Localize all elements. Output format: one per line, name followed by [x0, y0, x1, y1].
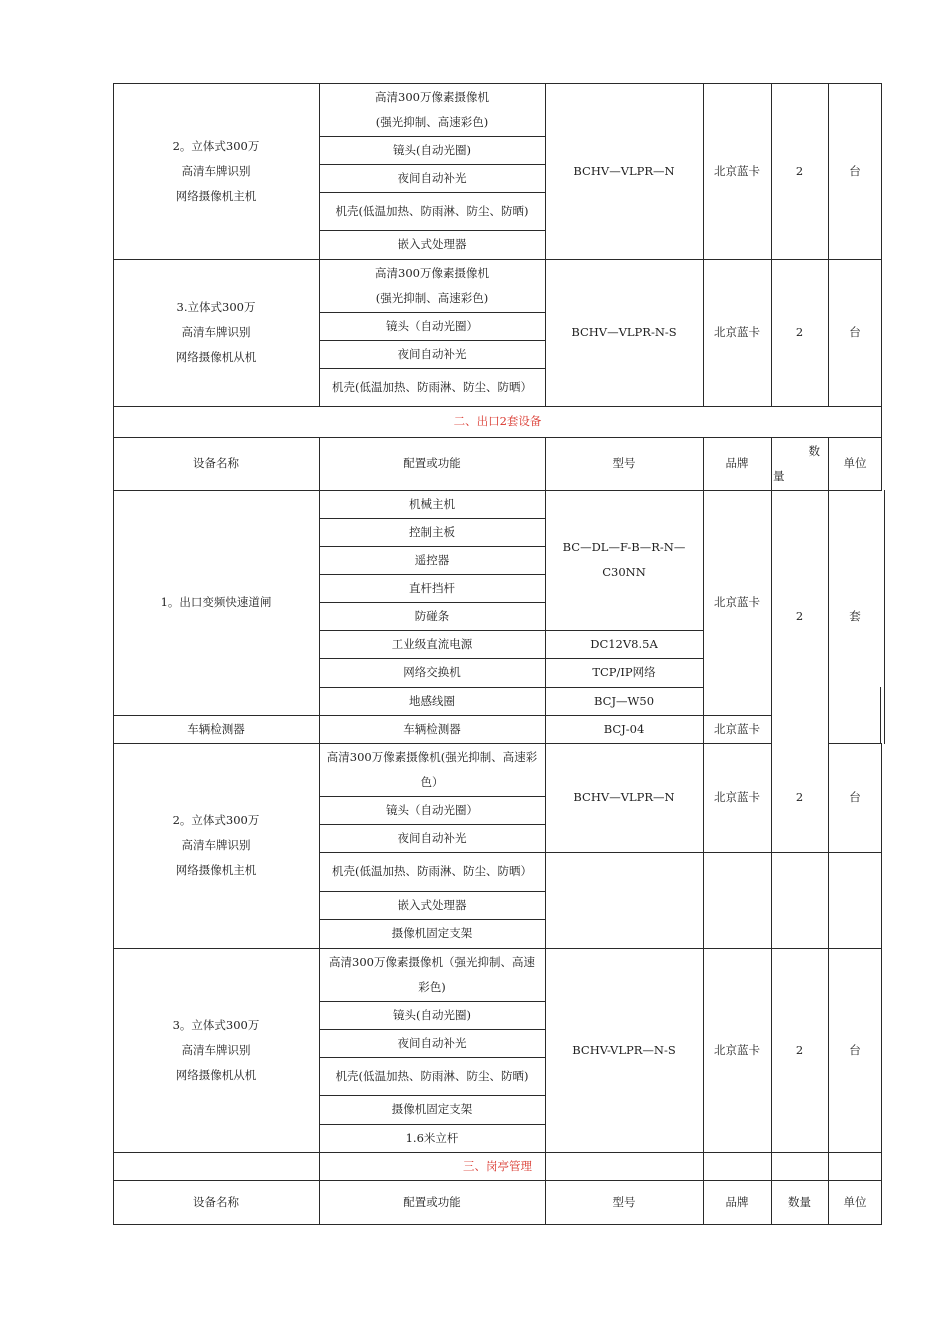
s2-cam-slave-brand: 北京蓝卡 — [714, 1042, 760, 1057]
s2-cam-host-config-processor: 嵌入式处理器 — [397, 897, 467, 912]
s2-cam-host-config-housing: 机壳(低温加热、防雨淋、防尘、防晒） — [332, 864, 532, 878]
s3-header-config: 配置或功能 — [403, 1195, 461, 1209]
config-line: 彩色) — [418, 979, 446, 994]
s2-cam-slave-name — [113, 948, 319, 1152]
s1-cam-slave-model: BCHV—VLPR-N-S — [571, 325, 677, 339]
name-line: 网络摄像机从机 — [175, 1067, 257, 1082]
s1-cam-slave-config-nightlight: 夜间自动补光 — [397, 346, 467, 361]
s2-barrier-config-board: 控制主板 — [409, 524, 455, 539]
header-qty-line: 数 — [808, 443, 820, 458]
s2-cam-slave-config-pole: 1.6米立杆 — [405, 1130, 459, 1145]
s2-cam-host-config-camera — [319, 743, 545, 796]
s1-cam-host-qty: 2 — [795, 163, 804, 178]
s2-cam-slave-config-housing: 机壳(低温加热、防雨淋、防尘、防晒) — [335, 1068, 529, 1083]
s1-cam-host-config-camera — [319, 83, 545, 136]
name-line: 网络摄像机主机 — [175, 188, 257, 203]
s1-cam-slave-unit: 台 — [849, 325, 861, 339]
s2-barrier-model-loop: BCJ—W50 — [593, 693, 655, 708]
name-line: 3.立体式300万 — [176, 300, 256, 314]
s2-cam-host-qty: 2 — [795, 790, 804, 804]
s2-barrier-config-arm: 直杆挡杆 — [409, 580, 455, 595]
config-line: 色） — [420, 774, 444, 789]
name-line: 2。立体式300万 — [172, 138, 260, 153]
s2-cam-slave-config-camera — [319, 948, 545, 1001]
s2-cam-host-name — [113, 743, 319, 948]
s2-barrier-model: BC—DL—F-B—R-N—C30NN — [562, 540, 686, 579]
s2-barrier-name: 1。出口变频快速道闸 — [160, 595, 272, 609]
name-line: 网络摄像机从机 — [175, 350, 257, 364]
s2-cam-slave-unit: 台 — [849, 1042, 861, 1057]
s2-header-name: 设备名称 — [193, 456, 239, 470]
s1-cam-host-model: BCHV—VLPR—N — [573, 163, 675, 178]
s1-cam-slave-config-camera — [319, 259, 545, 312]
s2-barrier-config-bumper: 防碰条 — [414, 608, 450, 623]
s1-cam-slave-config-lens: 镜头（自动光圈） — [386, 318, 478, 333]
name-line: 网络摄像机主机 — [175, 863, 257, 877]
s2-cam-slave-model: BCHV-VLPR—N-S — [572, 1042, 676, 1057]
config-line: 高清300万像素摄像机 — [375, 89, 489, 104]
s1-cam-slave-config-housing: 机壳(低温加热、防雨淋、防尘、防晒） — [332, 379, 532, 394]
s2-barrier-qty: 2 — [795, 609, 804, 623]
s2-header-unit: 单位 — [843, 456, 867, 470]
config-line: 高清300万像素摄像机 — [375, 265, 489, 280]
config-line: 高清300万像素摄像机（强光抑制、高速 — [329, 954, 535, 969]
s2-cam-host-config-nightlight: 夜间自动补光 — [397, 830, 467, 845]
s3-header-qty: 数量 — [788, 1195, 811, 1209]
section3-title: 三、岗亭管理 — [463, 1158, 532, 1173]
header-qty-line: 量 — [773, 468, 785, 483]
name-line: 高清车牌识别 — [181, 325, 251, 339]
s2-barrier-model-power: DC12V8.5A — [590, 636, 658, 651]
s1-cam-host-name — [113, 83, 319, 259]
name-line: 高清车牌识别 — [181, 163, 251, 178]
s1-cam-host-config-lens: 镜头(自动光圈) — [393, 142, 471, 157]
s2-cam-host-config-lens: 镜头（自动光圈） — [386, 802, 478, 817]
s2-detector-model: BCJ-04 — [603, 721, 645, 736]
s3-header-brand: 品牌 — [725, 1195, 749, 1209]
s1-cam-host-config-processor: 嵌入式处理器 — [397, 237, 467, 251]
s2-barrier-config-loop: 地感线圈 — [409, 693, 455, 708]
s2-cam-host-model: BCHV—VLPR—N — [573, 790, 675, 804]
s2-cam-slave-config-nightlight: 夜间自动补光 — [397, 1035, 467, 1050]
s2-cam-host-unit: 台 — [849, 790, 861, 804]
s2-barrier-config-main: 机械主机 — [409, 496, 455, 511]
s2-detector-name: 车辆检测器 — [187, 721, 245, 736]
s2-detector-config: 车辆检测器 — [403, 721, 461, 736]
section2-title: 二、出口2套设备 — [453, 414, 542, 428]
s2-barrier-config-switch: 网络交换机 — [403, 665, 461, 679]
s2-cam-slave-config-lens: 镜头(自动光圈) — [393, 1007, 471, 1022]
s2-header-config: 配置或功能 — [403, 456, 461, 470]
s1-cam-host-config-nightlight: 夜间自动补光 — [397, 170, 467, 185]
s2-cam-slave-config-bracket: 摄像机固定支架 — [391, 1102, 473, 1116]
s2-cam-slave-qty: 2 — [795, 1042, 804, 1057]
s2-header-model: 型号 — [612, 456, 636, 470]
s2-header-qty — [771, 437, 828, 490]
s1-cam-host-unit: 台 — [849, 163, 861, 178]
s2-header-brand: 品牌 — [725, 456, 749, 470]
s2-cam-host-config-bracket: 摄像机固定支架 — [391, 926, 473, 940]
s3-header-unit: 单位 — [843, 1195, 867, 1209]
s2-detector-brand: 北京蓝卡 — [714, 721, 760, 736]
name-line: 高清车牌识别 — [181, 838, 251, 852]
config-line: (强光抑制、高速彩色) — [375, 114, 489, 129]
s1-cam-host-config-housing: 机壳(低温加热、防雨淋、防尘、防晒) — [335, 203, 529, 218]
s3-header-model: 型号 — [612, 1195, 636, 1209]
name-line: 2。立体式300万 — [172, 813, 260, 827]
s2-barrier-model-switch: TCP/IP网络 — [592, 665, 656, 679]
s1-cam-slave-brand: 北京蓝卡 — [714, 325, 760, 339]
s1-cam-slave-qty: 2 — [795, 325, 804, 339]
config-line: 高清300万像素摄像机(强光抑制、高速彩 — [326, 749, 538, 764]
s2-barrier-config-power: 工业级直流电源 — [391, 636, 473, 651]
s1-cam-slave-name — [113, 259, 319, 406]
s2-barrier-unit: 套 — [849, 609, 861, 623]
s1-cam-host-brand: 北京蓝卡 — [714, 163, 760, 178]
config-line: (强光抑制、高速彩色) — [375, 290, 489, 305]
name-line: 3。立体式300万 — [172, 1017, 260, 1032]
grid-line-vertical — [884, 490, 885, 744]
s2-barrier-brand: 北京蓝卡 — [714, 595, 760, 609]
s2-barrier-config-remote: 遥控器 — [414, 552, 450, 567]
name-line: 高清车牌识别 — [181, 1042, 251, 1057]
s2-cam-host-brand: 北京蓝卡 — [714, 790, 760, 804]
s3-header-name: 设备名称 — [193, 1195, 239, 1209]
